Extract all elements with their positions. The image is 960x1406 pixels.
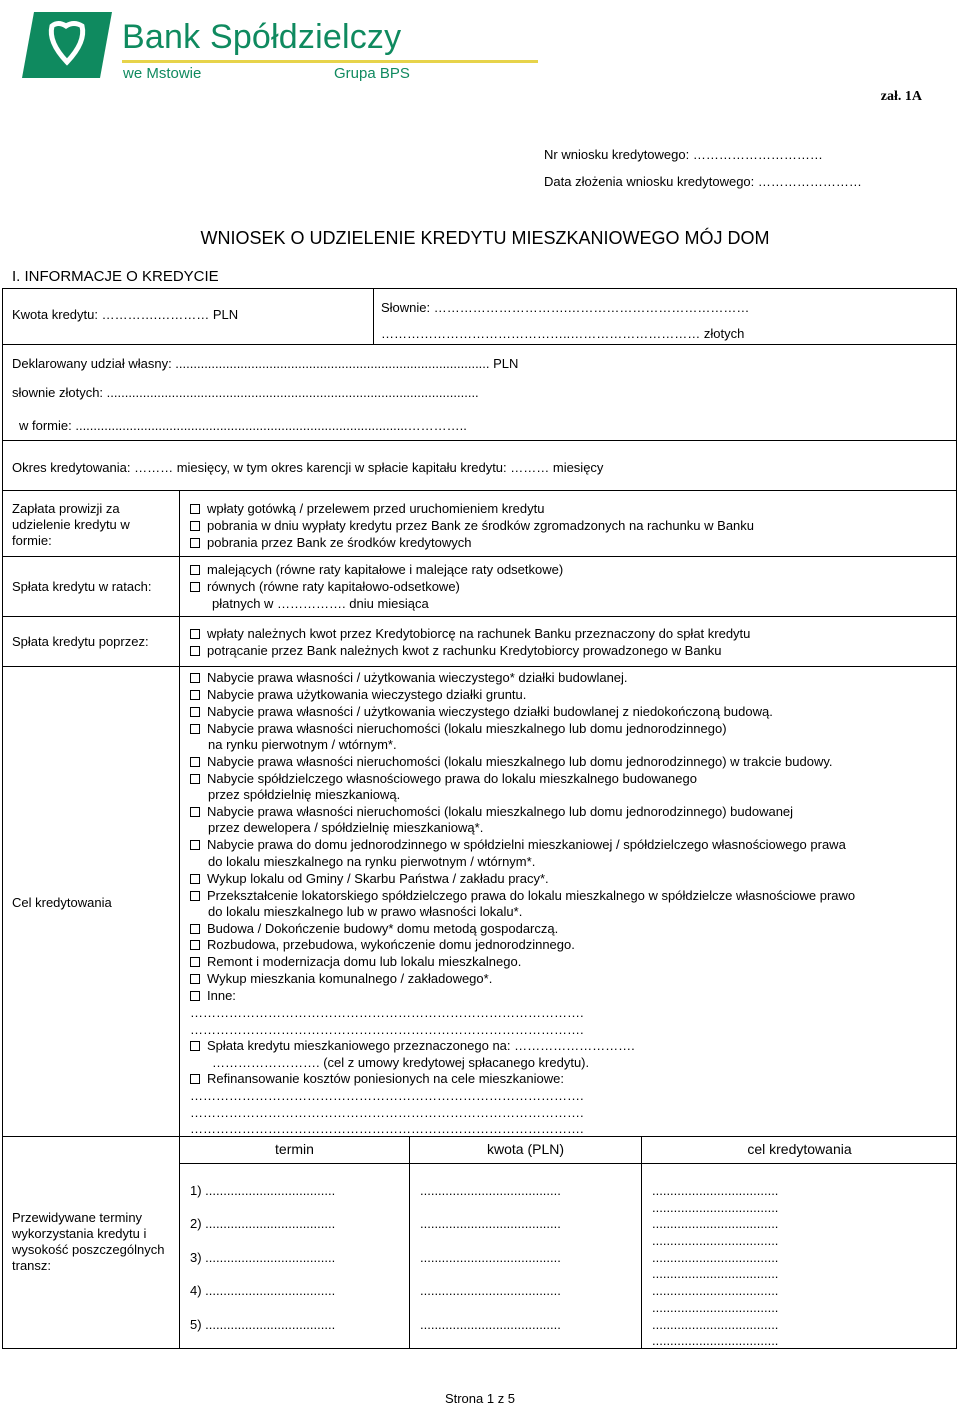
purpose-option[interactable]: Nabycie prawa własności / użytkowania wieczystego* działki budowlanej.: [190, 670, 628, 686]
purpose-option[interactable]: Nabycie prawa własności / użytkowania wieczystego działki budowlanej z niedokończoną budową.: [190, 704, 773, 720]
commission-option[interactable]: pobrania przez Bank ze środków kredytowych: [190, 535, 471, 551]
tranche-purpose-field[interactable]: ...................................: [652, 1266, 779, 1281]
purpose-other-line[interactable]: ……………………………………………………………………………….: [190, 1005, 584, 1020]
installment-option[interactable]: równych (równe raty kapitałowo-odsetkowe): [190, 579, 460, 595]
checkbox[interactable]: [190, 757, 200, 767]
purpose-option[interactable]: Remont i modernizacja domu lub lokalu mieszkalnego.: [190, 954, 521, 970]
row-divider: [2, 490, 957, 491]
commission-label: Zapłata prowizji za udzielenie kredytu w formie:: [12, 501, 130, 548]
checkbox[interactable]: [190, 991, 200, 1001]
credit-amount-words-field[interactable]: Słownie: ………………………….……………………………………: [381, 300, 750, 315]
tranche-purpose-field[interactable]: ...................................: [652, 1317, 779, 1332]
checkbox[interactable]: [190, 940, 200, 950]
tranche-amount-field[interactable]: .......................................: [420, 1216, 561, 1231]
tranche-amount-field[interactable]: .......................................: [420, 1250, 561, 1265]
col-divider: [373, 288, 374, 344]
purpose-option[interactable]: Nabycie prawa własności nieruchomości (lokalu mieszkalnego lub domu jednorodzinnego) budowanej: [190, 804, 793, 820]
row-divider: [2, 344, 957, 345]
purpose-option-cont: do lokalu mieszkalnego na rynku pierwotnym / wtórnym*.: [208, 854, 536, 869]
commission-option[interactable]: pobrania w dniu wypłaty kredytu przez Bank ze środków zgromadzonych na rachunku w Banku: [190, 518, 754, 534]
section-heading: I. INFORMACJE O KREDYCIE: [12, 268, 219, 285]
document-title: WNIOSEK O UDZIELENIE KREDYTU MIESZKANIOWEGO MÓJ DOM: [200, 228, 770, 248]
bank-name: Bank Spółdzielczy: [122, 18, 402, 56]
row-divider: [2, 616, 957, 617]
checkbox[interactable]: [190, 1074, 200, 1084]
credit-amount-words-cont[interactable]: ……………………………………..………………………… złotych: [381, 326, 745, 341]
checkbox[interactable]: [190, 1041, 200, 1051]
purpose-option[interactable]: Refinansowanie kosztów poniesionych na cele mieszkaniowe:: [190, 1071, 564, 1087]
checkbox[interactable]: [190, 974, 200, 984]
application-date-field[interactable]: Data złożenia wniosku kredytowego: ……………………: [544, 174, 862, 189]
purpose-option[interactable]: Nabycie prawa użytkowania wieczystego działki gruntu.: [190, 687, 526, 703]
purpose-option-cont: na rynku pierwotnym / wtórnym*.: [208, 737, 397, 752]
own-contribution-field[interactable]: Deklarowany udział własny: ....................................................................................... PLN: [12, 356, 519, 371]
installment-option[interactable]: malejących (równe raty kapitałowe i malejące raty odsetkowe): [190, 562, 563, 578]
checkbox[interactable]: [190, 673, 200, 683]
tranche-purpose-field[interactable]: ...................................: [652, 1216, 779, 1231]
tranche-term-field[interactable]: 4) ....................................: [190, 1283, 336, 1298]
checkbox[interactable]: [190, 840, 200, 850]
purpose-repay-cont[interactable]: ……………………. (cel z umowy kredytowej spłacanego kredytu).: [212, 1055, 590, 1070]
tranche-purpose-field[interactable]: ...................................: [652, 1183, 779, 1198]
purpose-option-cont: przez spółdzielnię mieszkaniową.: [208, 787, 401, 802]
purpose-option[interactable]: Nabycie spółdzielczego własnościowego prawa do lokalu mieszkalnego budowanego: [190, 771, 697, 787]
tranche-purpose-field[interactable]: ...................................: [652, 1233, 779, 1248]
tranche-term-field[interactable]: 1) ....................................: [190, 1183, 336, 1198]
purpose-option[interactable]: Przekształcenie lokatorskiego spółdzielczego prawa do lokalu mieszkalnego w spółdzielcze własnościowe prawo: [190, 888, 855, 904]
tranche-header-term: termin: [275, 1141, 314, 1157]
purpose-option[interactable]: Wykup mieszkania komunalnego / zakładowego*.: [190, 971, 492, 987]
checkbox[interactable]: [190, 538, 200, 548]
purpose-option-cont: do lokalu mieszkalnego lub w prawo własności lokalu*.: [208, 904, 523, 919]
checkbox[interactable]: [190, 924, 200, 934]
credit-amount-field[interactable]: Kwota kredytu: ………….………… PLN: [12, 307, 239, 322]
purpose-option[interactable]: Rozbudowa, przebudowa, wykończenie domu jednorodzinnego.: [190, 937, 575, 953]
col-divider: [409, 1136, 410, 1349]
tranche-term-field[interactable]: 2) ....................................: [190, 1216, 336, 1231]
tranche-purpose-field[interactable]: ...................................: [652, 1200, 779, 1215]
installments-label: Spłata kredytu w ratach:: [12, 579, 152, 594]
tranche-term-field[interactable]: 3) ....................................: [190, 1250, 336, 1265]
purpose-other-line[interactable]: ……………………………………………………………………………….: [190, 1105, 584, 1120]
repayment-label: Spłata kredytu poprzez:: [12, 634, 149, 649]
purpose-label: Cel kredytowania: [12, 895, 112, 910]
checkbox[interactable]: [190, 629, 200, 639]
checkbox[interactable]: [190, 504, 200, 514]
tranche-term-field[interactable]: 5) ....................................: [190, 1317, 336, 1332]
bank-logo-icon: [22, 12, 112, 78]
purpose-other-line[interactable]: ……………………………………………………………………………….: [190, 1022, 584, 1037]
checkbox[interactable]: [190, 582, 200, 592]
purpose-option[interactable]: Inne:: [190, 988, 236, 1004]
checkbox[interactable]: [190, 874, 200, 884]
purpose-option-cont: przez dewelopera / spółdzielnię mieszkaniową*.: [208, 820, 484, 835]
checkbox[interactable]: [190, 521, 200, 531]
checkbox[interactable]: [190, 646, 200, 656]
checkbox[interactable]: [190, 707, 200, 717]
tranche-amount-field[interactable]: .......................................: [420, 1183, 561, 1198]
own-contribution-form-field[interactable]: w formie: ............................................................................................…………..: [19, 418, 467, 433]
purpose-other-line[interactable]: ……………………………………………………………………………….: [190, 1121, 584, 1136]
attachment-label: zał. 1A: [880, 89, 922, 104]
repayment-option[interactable]: wpłaty należnych kwot przez Kredytobiorcę na rachunek Banku przeznaczony do spłat kredytu: [190, 626, 750, 642]
row-divider: [179, 1163, 957, 1164]
row-divider: [2, 556, 957, 557]
purpose-option[interactable]: Nabycie prawa do domu jednorodzinnego w spółdzielni mieszkaniowej / spółdzielczego własnościowego prawa: [190, 837, 846, 853]
row-divider: [2, 666, 957, 667]
purpose-option[interactable]: Nabycie prawa własności nieruchomości (lokalu mieszkalnego lub domu jednorodzinnego) w trakcie budowy.: [190, 754, 833, 770]
checkbox[interactable]: [190, 774, 200, 784]
installment-day-field[interactable]: płatnych w ……………. dniu miesiąca: [212, 596, 429, 611]
purpose-option[interactable]: Budowa / Dokończenie budowy* domu metodą gospodarczą.: [190, 921, 558, 937]
tranche-purpose-field[interactable]: ...................................: [652, 1283, 779, 1298]
bank-group: Grupa BPS: [334, 65, 410, 82]
checkbox[interactable]: [190, 565, 200, 575]
col-divider: [641, 1136, 642, 1349]
tranche-amount-field[interactable]: .......................................: [420, 1283, 561, 1298]
page-number: Strona 1 z 5: [444, 1391, 516, 1406]
checkbox[interactable]: [190, 690, 200, 700]
tranche-purpose-field[interactable]: ...................................: [652, 1300, 779, 1315]
purpose-option[interactable]: Nabycie prawa własności nieruchomości (lokalu mieszkalnego lub domu jednorodzinnego): [190, 721, 727, 737]
logo-divider: [122, 60, 538, 63]
tranche-amount-field[interactable]: .......................................: [420, 1317, 561, 1332]
tranche-purpose-field[interactable]: ...................................: [652, 1333, 779, 1348]
purpose-option[interactable]: Spłata kredytu mieszkaniowego przeznaczonego na: ……………………….: [190, 1038, 635, 1054]
row-divider: [2, 440, 957, 441]
bank-location: we Mstowie: [123, 65, 202, 82]
repayment-option[interactable]: potrącanie przez Bank należnych kwot z rachunku Kredytobiorcy prowadzonego w Banku: [190, 643, 722, 659]
commission-option[interactable]: wpłaty gotówką / przelewem przed uruchomieniem kredytu: [190, 501, 544, 517]
col-divider: [179, 490, 180, 1349]
tranche-header-purpose: cel kredytowania: [747, 1141, 852, 1157]
checkbox[interactable]: [190, 807, 200, 817]
tranche-header-amount: kwota (PLN): [486, 1141, 565, 1157]
tranches-label: Przewidywane terminy wykorzystania kredytu i wysokość poszczególnych transz:: [12, 1210, 165, 1273]
checkbox[interactable]: [190, 724, 200, 734]
credit-period-field[interactable]: Okres kredytowania: ……… miesięcy, w tym okres karencji w spłacie kapitału kredytu: ……… miesięcy: [12, 460, 604, 475]
tranche-purpose-field[interactable]: ...................................: [652, 1250, 779, 1265]
checkbox[interactable]: [190, 891, 200, 901]
own-contribution-words-field[interactable]: słownie złotych: .......................................................................................................: [12, 385, 479, 400]
purpose-other-line[interactable]: ……………………………………………………………………………….: [190, 1088, 584, 1103]
application-number-field[interactable]: Nr wniosku kredytowego: …………………………: [544, 147, 823, 162]
checkbox[interactable]: [190, 957, 200, 967]
purpose-option[interactable]: Wykup lokalu od Gminy / Skarbu Państwa / zakładu pracy*.: [190, 871, 549, 887]
